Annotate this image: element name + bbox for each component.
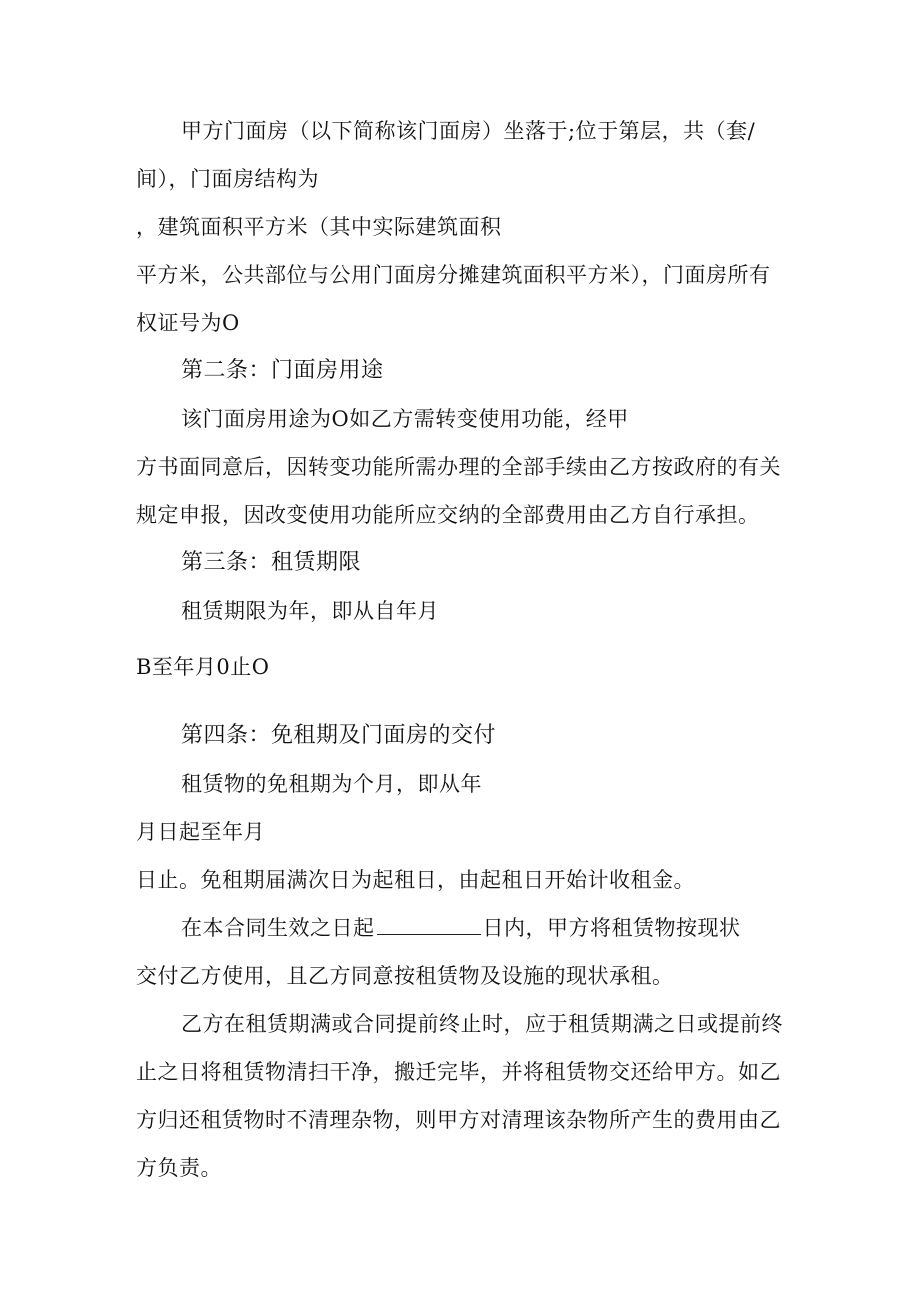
para1-line2: 间），门面房结构为 [136,167,319,191]
article4-line9: 方负责。 [136,1156,222,1180]
article3-heading: 第三条：租赁期限 [181,550,362,575]
article4-line1: 租赁物的免租期为个月，即从年 [181,772,482,796]
article4-line8: 方归还租赁物时不清理杂物，则甲方对清理该杂物所产生的费用由乙 [136,1108,781,1132]
article4-line2: 月日起至年月 [136,820,265,844]
fill-in-blank [377,916,481,935]
article2-heading: 第二条：门面房用途 [181,358,384,383]
article2-line1: 该门面房用途为O如乙方需转变使用功能，经甲 [181,407,629,431]
para1-line4: 平方米，公共部位与公用门面房分摊建筑面积平方米），门面房所有 [136,263,771,287]
para1-line1: 甲方门面房（以下简称该门面房）坐落于;位于第层，共（套/ [181,119,756,143]
article4-line6: 乙方在租赁期满或合同提前终止时，应于租赁期满之日或提前终 [181,1012,783,1036]
article4-line7: 止之日将租赁物清扫干净，搬迁完毕，并将租赁物交还给甲方。如乙 [136,1060,781,1084]
article3-line1: 租赁期限为年，即从自年月 [181,599,439,623]
article2-line3: 规定申报，因改变使用功能所应交纳的全部费用由乙方自行承担。 [136,503,760,527]
article3-line2: B至年月0止O [136,655,270,679]
article4-line4 [181,914,741,942]
para1-line3: ，建筑面积平方米（其中实际建筑面积 [136,215,502,239]
article4-line4-before: 在本合同生效之日起 [181,916,375,940]
article4-line5: 交付乙方使用，且乙方同意按租赁物及设施的现状承租。 [136,964,674,988]
article2-line2: 方书面同意后，因转变功能所需办理的全部手续由乙方按政府的有关 [136,455,781,479]
article4-line4-after: 日内，甲方将租赁物按现状 [482,916,741,940]
para1-line5: 权证号为O [136,311,240,335]
article4-line3: 日止。免租期届满次日为起租日，由起租日开始计收租金。 [136,868,695,892]
article4-heading: 第四条：免租期及门面房的交付 [181,723,497,748]
